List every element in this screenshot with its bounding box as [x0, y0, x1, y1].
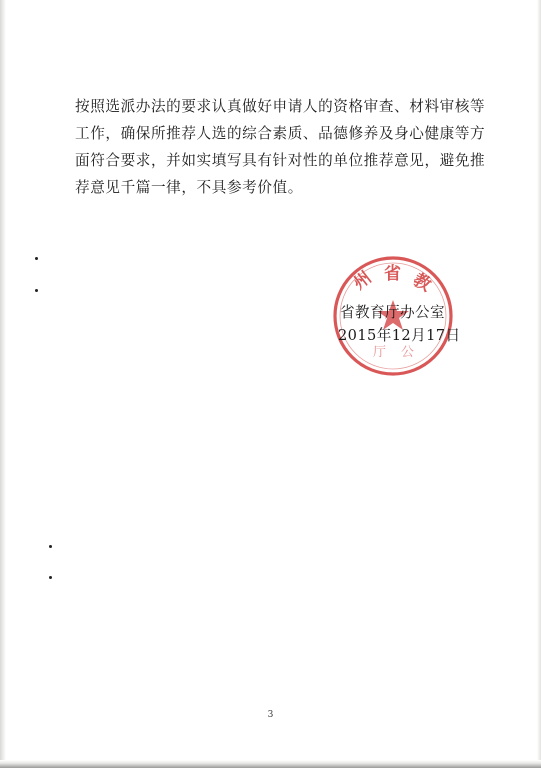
signature-block [338, 301, 478, 347]
svg-text:厅: 厅 [373, 345, 387, 360]
svg-text:省: 省 [384, 264, 401, 284]
margin-mark [49, 545, 52, 548]
body-line-2: 工作，确保所推荐人选的综合素质、品德修养及身心健康等方 [75, 125, 486, 142]
svg-text:教: 教 [409, 270, 435, 296]
scan-edge-left [0, 0, 6, 768]
page-number: 3 [267, 710, 274, 720]
margin-mark [49, 576, 52, 579]
issue-date: 2015年12月17日 [338, 327, 461, 344]
margin-mark [35, 257, 38, 260]
body-line-3: 面符合要求，并如实填写具有针对性的单位推荐意见，避免推 [75, 152, 486, 169]
scan-edge-bottom [0, 760, 541, 768]
svg-text:州: 州 [349, 267, 376, 294]
svg-text:公: 公 [401, 345, 415, 360]
body-paragraph [75, 93, 486, 201]
body-line-1: 按照选派办法的要求认真做好申请人的资格审查、材料审核等 [75, 98, 486, 115]
scan-edge-right [537, 0, 541, 768]
issuing-office: 省教育厅办公室 [340, 304, 445, 321]
margin-mark [35, 289, 38, 292]
body-line-4: 荐意见千篇一律，不具参考价值。 [75, 179, 303, 196]
